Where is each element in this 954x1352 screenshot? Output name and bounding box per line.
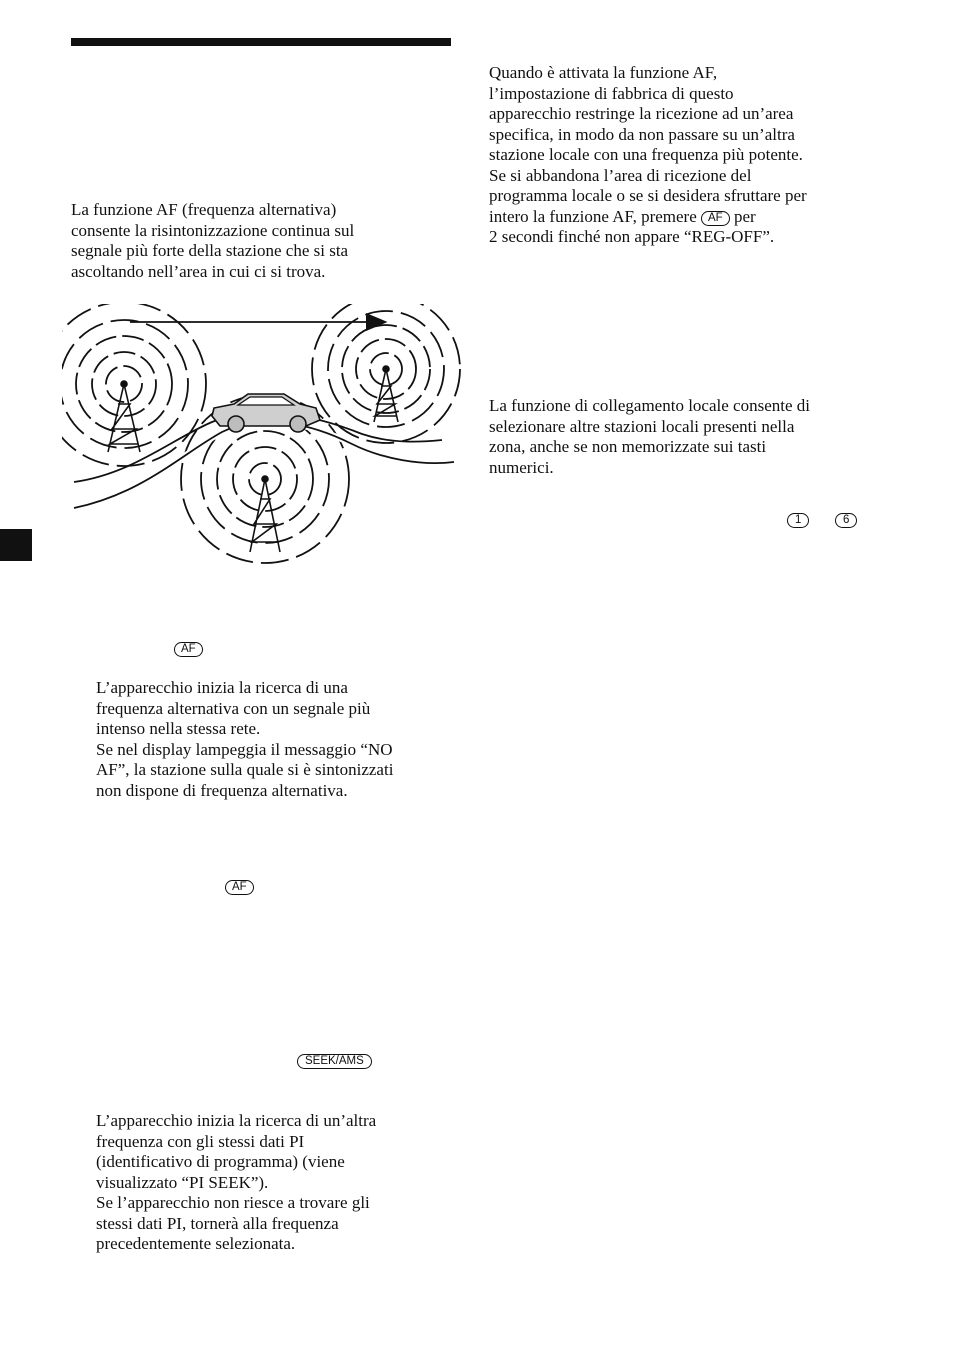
- step1-line: non dispone di frequenza alternativa.: [96, 780, 348, 800]
- seek-ams-button-key: SEEK/AMS: [297, 1054, 372, 1069]
- step3-line: (identificativo di programma) (viene: [96, 1152, 345, 1171]
- regional-line: Quando è attivata la funzione AF,: [489, 63, 718, 82]
- regional-line: 2 secondi finché non appare “REG-OFF”.: [489, 227, 775, 246]
- regional-line: Se si abbandona l’area di ricezione del: [489, 165, 752, 185]
- section-header-rule: [71, 38, 451, 46]
- af-intro-paragraph: [71, 200, 354, 282]
- step1-line: AF”, la stazione sulla quale si è sintonizzati: [96, 760, 394, 779]
- step3-line: Se l’apparecchio non riesce a trovare gli: [96, 1193, 370, 1212]
- regional-line: intero la funzione AF, premere: [489, 206, 697, 226]
- step1-line: frequenza alternativa con un segnale più: [96, 698, 371, 718]
- pi-seek-description: [96, 1111, 376, 1255]
- page-side-tab: [0, 529, 32, 561]
- local-link-line: La funzione di collegamento locale consente di: [489, 396, 810, 415]
- right-tower-signal-rings: [312, 304, 460, 443]
- step1-line: Se nel display lampeggia il messaggio “NO: [96, 739, 393, 759]
- local-link-line: selezionare altre stazioni locali presenti nella: [489, 416, 795, 436]
- af-intro-line: segnale più forte della stazione che si sta: [71, 241, 349, 260]
- local-link-paragraph: [489, 396, 810, 478]
- af-button-key-3: AF: [701, 211, 730, 226]
- step3-line: precedentemente selezionata.: [96, 1234, 296, 1253]
- af-button-key: AF: [174, 642, 203, 657]
- step1-line: L’apparecchio inizia la ricerca di una: [96, 678, 348, 697]
- number-key-6: 6: [835, 513, 857, 528]
- car-icon: [212, 394, 320, 432]
- local-link-line: numerici.: [489, 457, 554, 477]
- local-link-line: zona, anche se non memorizzate sui tasti: [489, 437, 767, 456]
- af-step1-description: [96, 678, 393, 801]
- af-intro-line: ascoltando nell’area in cui ci si trova.: [71, 261, 326, 281]
- step3-line: L’apparecchio inizia la ricerca di un’altra: [96, 1111, 377, 1130]
- af-intro-line: consente la risintonizzazione continua sul: [71, 220, 355, 240]
- left-tower-signal-rings: [62, 304, 206, 466]
- regional-line: programma locale o se si desidera sfruttare per: [489, 186, 807, 205]
- left-transmitter-tower-icon: [108, 381, 140, 452]
- af-coverage-illustration: [62, 304, 462, 564]
- af-button-key-2: AF: [225, 880, 254, 895]
- step1-line: intenso nella stessa rete.: [96, 719, 261, 738]
- step3-line: visualizzato “PI SEEK”).: [96, 1172, 269, 1192]
- regional-line: l’impostazione di fabbrica di questo: [489, 83, 734, 103]
- regional-line: specifica, in modo da non passare su un’altra: [489, 124, 795, 144]
- af-intro-line: La funzione AF (frequenza alternativa): [71, 200, 337, 219]
- step3-line: frequenza con gli stessi dati PI: [96, 1131, 305, 1151]
- bottom-transmitter-tower-icon: [250, 476, 280, 552]
- regional-line: apparecchio restringe la ricezione ad un’area: [489, 104, 794, 123]
- regional-line-after-key: per: [733, 206, 756, 226]
- step3-line: stessi dati PI, tornerà alla frequenza: [96, 1213, 339, 1233]
- number-key-1: 1: [787, 513, 809, 528]
- regional-line: stazione locale con una frequenza più potente.: [489, 145, 803, 164]
- af-regional-paragraph: [489, 63, 807, 248]
